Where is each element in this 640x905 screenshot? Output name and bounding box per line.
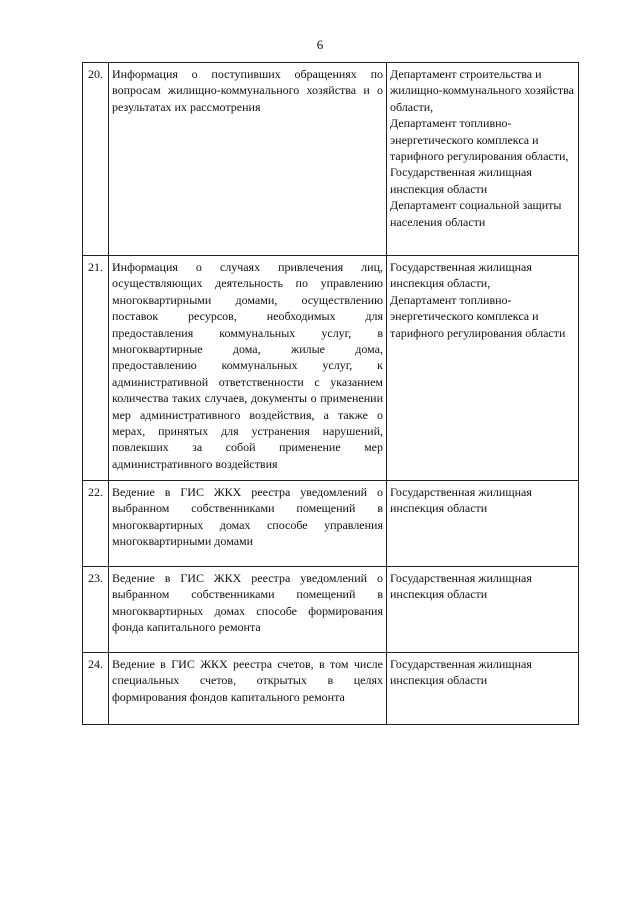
row-number: 23. [83, 567, 109, 653]
row-departments [387, 63, 579, 256]
row-departments [387, 653, 579, 725]
row-description: Ведение в ГИС ЖКХ реестра уведомлений о выбранном собственниками помещений в многоквартирных домах способе формирования фонда капитального ремонта [109, 567, 387, 653]
department-name: Департамент топливно-энергетического комплекса и тарифного регулирования области, [390, 116, 569, 164]
table-row [83, 481, 579, 567]
row-description: Ведение в ГИС ЖКХ реестра счетов, в том числе специальных счетов, открытых в целях формирования фондов капитального ремонта [109, 653, 387, 725]
row-description: Ведение в ГИС ЖКХ реестра уведомлений о выбранном собственниками помещений в многоквартирных домах способе управления многоквартирными домами [109, 481, 387, 567]
row-departments [387, 567, 579, 653]
department-name: Государственная жилищная инспекция области, [390, 260, 532, 291]
row-departments [387, 256, 579, 481]
department-name: Департамент топливно-энергетического комплекса и тарифного регулирования области [390, 292, 566, 340]
department-name: Государственная жилищная инспекция области [390, 571, 532, 602]
row-number: 21. [83, 256, 109, 481]
row-description: Информация о поступивших обращениях по вопросам жилищно-коммунального хозяйства и о результатах их рассмотрения [109, 63, 387, 256]
row-description: Информация о случаях привлечения лиц, осуществляющих деятельность по управлению многоквартирными домами, осуществлению поставок ресурсов, необходимых для предоставления коммунальных услуг, в многоквартирные дома, жилые дома, предоставлению коммунальных услуг, к административной ответственности с указанием количества таких случаев, документы о применении мер административного воздействия, а также о мерах, принятых для устранения нарушений, повлекших за собой применение мер административного воздействия [109, 256, 387, 481]
table-row [83, 63, 579, 256]
department-name: Государственная жилищная инспекция области [390, 485, 532, 516]
department-name: Департамент строительства и жилищно-коммунального хозяйства области, [390, 67, 574, 114]
department-name: Департамент социальной защиты населения области [390, 198, 562, 229]
department-name: Государственная жилищная инспекция области [390, 657, 532, 688]
page-number: 6 [316, 37, 324, 52]
row-departments [387, 481, 579, 567]
department-name: Государственная жилищная инспекция области [390, 165, 532, 196]
row-number: 24. [83, 653, 109, 725]
table-row [83, 567, 579, 653]
table-row [83, 256, 579, 481]
row-number: 22. [83, 481, 109, 567]
document-table [82, 62, 579, 725]
row-number: 20. [83, 63, 109, 256]
table-row [83, 653, 579, 725]
